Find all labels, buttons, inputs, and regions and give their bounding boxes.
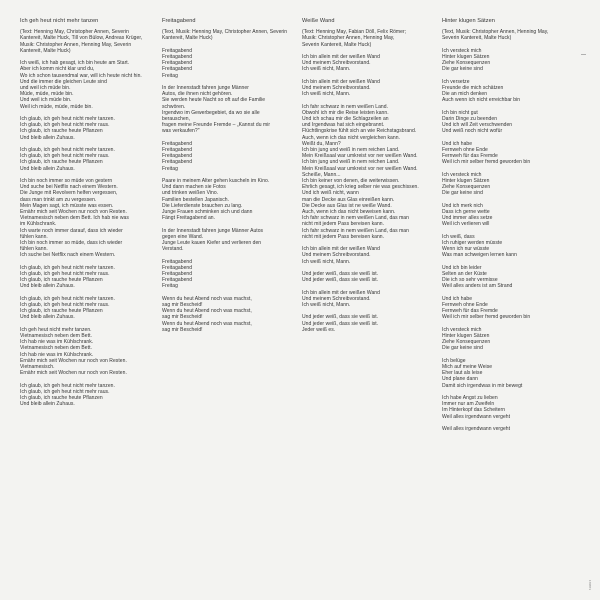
lyrics-stanza: Ich bin allein mit der weißen Wand Und meinem Schreibvorstand. Ich weiß nicht, Mann. [302, 246, 380, 265]
lyrics-stanza: Ich bin allein mit der weißen Wand Und meinem Schreibvorstand. Ich weiß nicht, Mann. [302, 289, 380, 309]
side-mark: — [581, 52, 586, 58]
lyrics-stanza: Ich geh heut nicht mehr tanzen. Vietnamesisch neben dem Bett. Ich hab nie was im Kühlschrank. Vietnamesisch neben dem Bett. Ich hab nie was im Kühlschrank. Ernähr mich seit Wochen nur noch von Resten. Vietnamesisch. Ernähr mich seit Wochen nur noch von Resten. [20, 326, 127, 377]
lyrics-stanza: Ich bin nicht gut Darin Dinge zu beenden Und ich will Zeit verschwenden Und weiß noch nicht wofür [442, 109, 513, 135]
lyrics-stanza: Und jeder weiß, dass sie weiß ist. Und jeder weiß, dass sie weiß ist. [302, 271, 379, 284]
lyrics-stanza: (Text, Musik: Christopher Annen, Henning May, Severin Kantereit, Malte Huck) [442, 29, 549, 42]
lyrics-stanza: Wenn du heut Abend noch was machst, sag mir Bescheid! Wenn du heut Abend noch was machst, sag mir Bescheid! Wenn du heut Abend noch was machst, sag mir Bescheid! [162, 295, 252, 333]
lyrics-stanza: Ich habe Angst zu lieben Immer nur am Zweifeln Im Hinterkopf das Scheitern Weil alles irgendwann vergeht [442, 395, 511, 420]
lyrics-stanza: Ich bin allein mit der weißen Wand Und meinem Schreibvorstand. Ich weiß nicht, Mann. [302, 78, 380, 98]
lyrics-column-4 [442, 18, 582, 438]
lyrics-column-3 [302, 18, 432, 339]
lyrics-stanza: Und jeder weiß, dass sie weiß ist. Und jeder weiß, dass sie weiß ist. Jeder weiß es. [302, 314, 379, 333]
lyrics-stanza: In der Innenstadt fahren junge Männer Autos gegen eine Wand. Junge Leute kauen Kiefer und verlieren den Verstand. [162, 227, 264, 253]
lyrics-stanza: Und ich habe Fernweh ohne Ende Fernweh für das Fremde Weil ich mir selber fremd geworden bin [442, 295, 531, 321]
lyrics-stanza: Freitagabend Freitagabend Freitagabend Freitagabend Freitag [162, 140, 193, 172]
lyrics-stanza: Paare in meinem Alter gehen kuscheln im Kino. Und dann machen sie Fotos und trinken weißen Vino. Familien bestellen Japanisch. Die Lieferdienste brauchen zu lang. Junge Frauen schminken sich und dann Fängt Freitagabend an. [162, 178, 270, 222]
lyrics-column-2 [162, 18, 292, 339]
lyrics-stanza: Ich versetze Freunde die mich schätzen Die an mich denken Auch wenn ich nicht erreichbar bin [442, 78, 521, 104]
lyrics-stanza: Ich glaub, ich geh heut nicht mehr tanzen. Ich glaub, ich geh heut nicht mehr raus. Ich glaub, ich rauche heute Pflanzen Und bleib allein Zuhaus. [20, 382, 115, 408]
lyrics-stanza: Ich versteck mich Hinter klugen Sätzen Ziehe Konsequenzen Die gar keine sind [442, 47, 491, 73]
song-title: Weiße Wand [302, 18, 335, 24]
catalog-code: 170871 [588, 579, 592, 590]
song-title: Ich geh heut nicht mehr tanzen [20, 18, 99, 24]
lyrics-column-1 [20, 18, 150, 414]
lyrics-stanza: Ich bin allein mit der weißen Wand Und meinem Schreibvorstand. Ich weiß nicht, Mann. [302, 54, 380, 73]
lyrics-stanza: Ich weiß, dass Ich ruhiger werden müsste Wenn ich nur wüsste Was man schweigen lernen kann [442, 233, 517, 259]
lyrics-stanza: (Text: Henning May, Fabian Döll, Felix Römer; Musik: Christopher Annen, Henning May, Severin Kantereit, Malte Huck) [302, 29, 407, 48]
lyrics-stanza: Ich bin noch immer so müde von gestern Und suche bei Netflix nach einem Western. Die Junge mit Revolvern helfen vergessen, dass man trinkt am zu vergessen. Mein Magen sagt, ich müsste was essen. Ernähr mich seit Wochen nur noch von Resten. Vietnamesisch neben dem Bett. Ich hab nie was im Kühlschrank. Ich warte noch immer darauf, dass ich wieder fühlen kann. Ich bin noch immer so müde, dass ich wieder fühlen kann. Ich suche bei Netflix nach einem Western. [20, 178, 129, 259]
lyrics-stanza: Freitagabend Freitagabend Freitagabend Freitagabend Freitag [162, 258, 193, 290]
lyrics-stanza: In der Innenstadt fahren junge Männer Autos, die ihnen nicht gehören. Sie werden heute Nacht so oft auf die Familie schwören. Irgendwo im Gewerbegebiet, da wo sie alle berauschen, fragen meine Freunde Fremde – „Kannst du mir was verkaufen?" [162, 85, 271, 135]
lyrics-stanza: Und ich merk nich Dass ich gerne wette Und immer alles setze Weil ich verlieren will [442, 202, 493, 228]
lyrics-stanza: Ich fahr schwarz in nem weißen Land. Obwohl ich mir die Reise leisten kann. Und ich schau mir die Schlagzeilen an und Irgendwas hat sich eingebrannt. Flüchtlingskrise fühlt sich an wie Reichstagsbrand. Auch, wenn ich das nicht vergleichen kann. Weißt du, Mann? Ich bin jung und weiß in nem reichen Land. Mein Kreißsaal war umkreist vor ner weißen Wand. Ich bin jung und weiß in nem reichen Land. Mein Kreißsaal war umkreist vor ner weißen Wand. Scheiße, Mann... Ich bin keiner von denen, die weiterwissen. Ehrlich gesagt, ich krieg selber nie was geschissen. Und ich weiß nicht, wann man die Decke aus Glas einreißen kann. Die Decke aus Glas ist ne weiße Wand. Auch, wenn ich das nicht beweisen kann. Ich fahr schwarz in nem weißen Land, das man nicht mit jedem Pass bereisen kann. Ich fahr schwarz in nem weißen Land, das man nicht mit jedem Pass bereisen kann. [302, 103, 419, 240]
song-title: Hinter klugen Sätzen [442, 18, 495, 24]
lyrics-stanza: Ich versteck mich Hinter klugen Sätzen Ziehe Konsequenzen Die gar keine sind [442, 326, 491, 352]
lyrics-stanza: Ich glaub, ich geh heut nicht mehr tanzen. Ich glaub, ich geh heut nicht mehr raus. Ich glaub, ich rauche heute Pflanzen Und bleib allein Zuhaus. [20, 147, 115, 172]
lyrics-stanza: (Text: Henning May, Christopher Annen, Severin Kantereit, Malte Huck, Till von Bülow, Andreas Krüger, Musik: Christopher Annen, Henning May, Severin Kantereit, Malte Huck) [20, 29, 143, 54]
song-title: Freitagabend [162, 18, 196, 24]
lyrics-stanza: (Text, Musik: Henning May, Christopher Annen, Severin Kantereit, Malte Huck) [162, 29, 288, 42]
lyrics-stanza: Ich versteck mich Hinter klugen Sätzen Ziehe Konsequenzen Die gar keine sind [442, 171, 491, 197]
lyrics-stanza: Ich glaub, ich geh heut nicht mehr tanzen. Ich glaub, ich geh heut nicht mehr raus. Ich glaub, ich rauche heute Pflanzen Und bleib allein Zuhaus. [20, 295, 115, 321]
lyrics-stanza: Weil alles irgendwann vergeht [442, 426, 511, 432]
lyrics-stanza: Ich glaub, ich geh heut nicht mehr tanzen. Ich glaub, ich geh heut nicht mehr raus. Ich glaub, ich rauche heute Pflanzen Und bleib allein Zuhaus. [20, 116, 115, 141]
lyrics-stanza: Ich weiß, ich hab gesagt, ich bin heute am Start. Aber ich komm nicht klar und du, Wo ich schon tausendmal war, will ich heute nicht hin. Und die immer die gleichen Leute sind und weil ich müde bin. Müde, müde, müde bin. Und weil ich müde bin. Weil ich müde, müde, müde bin. [20, 60, 142, 110]
lyrics-stanza: Und ich habe Fernweh ohne Ende Fernweh für das Fremde Weil ich mir selber fremd geworden bin [442, 140, 531, 166]
lyrics-stanza: Ich belüge Mich auf meine Weise Eher laut als leise Und plane dann Damit sich irgendwas in mir bewegt [442, 357, 523, 389]
lyrics-stanza: Und ich bin leider Selten an der Küste Die ich so sehr vermisse Weil alles anders ist am Strand [442, 264, 513, 290]
lyrics-stanza: Ich glaub, ich geh heut nicht mehr tanzen. Ich glaub, ich geh heut nicht mehr raus. Ich glaub, ich rauche heute Pflanzen Und bleib allein Zuhaus. [20, 264, 115, 290]
lyrics-stanza: Freitagabend Freitagabend Freitagabend Freitagabend Freitag [162, 47, 193, 79]
